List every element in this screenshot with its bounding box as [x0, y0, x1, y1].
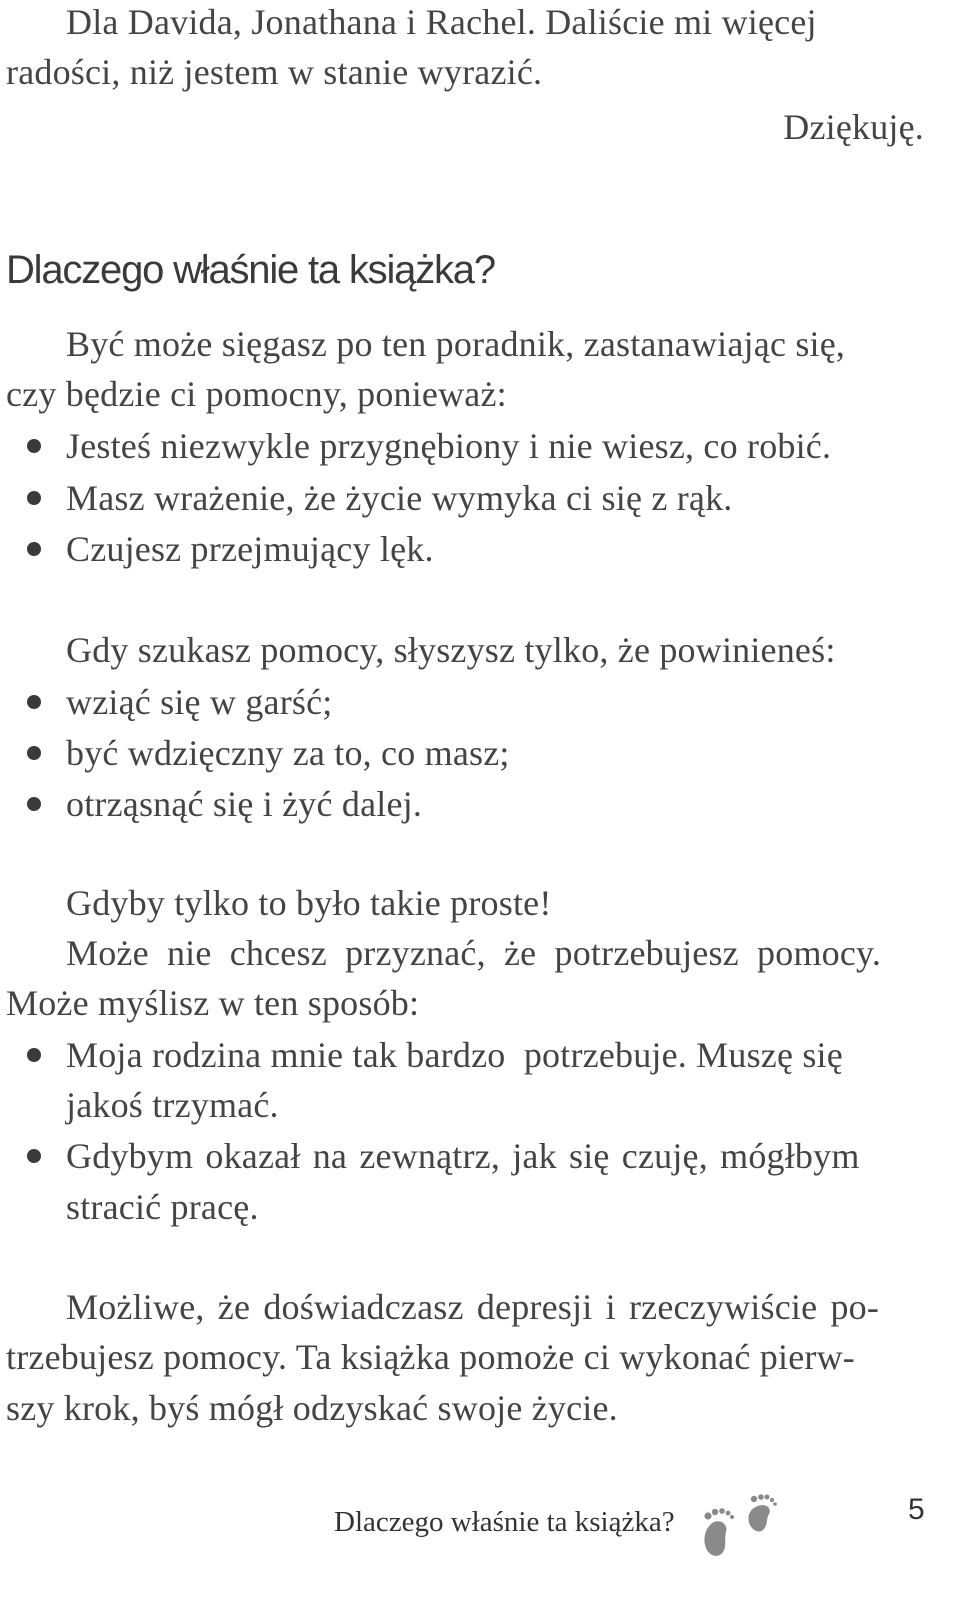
maybe-line-1: Może nie chcesz przyznać, że potrzebujesz pomocy. — [66, 933, 882, 973]
maybe-line-2: Może myślisz w ten sposób: — [6, 983, 420, 1023]
bullet-dot — [27, 695, 41, 709]
running-title: Dlaczego właśnie ta książka? — [334, 1506, 675, 1538]
dedication-thanks: Dziękuję. — [783, 107, 924, 147]
page-number: 5 — [908, 1493, 925, 1526]
bullet-dot — [27, 439, 41, 453]
thought-item-line-1: Moja rodzina mnie tak bardzo potrzebuje. Muszę się — [66, 1035, 843, 1075]
advice-intro: Gdy szukasz pomocy, słyszysz tylko, że powinieneś: — [66, 630, 836, 670]
bullet-dot — [27, 1149, 41, 1163]
intro-line-2: czy będzie ci pomocny, ponieważ: — [6, 374, 507, 414]
bullet-dot — [27, 746, 41, 760]
closing-line-1: Możliwe, że doświadczasz depresji i rzeczywiście po- — [66, 1287, 880, 1327]
thought-item-line-1: Gdybym okazał na zewnątrz, jak się czuję, mógłbym — [66, 1136, 860, 1176]
intro-line-1: Być może sięgasz po ten poradnik, zastanawiając się, — [66, 324, 846, 364]
reason-item: Czujesz przejmujący lęk. — [66, 529, 434, 569]
reason-item: Masz wrażenie, że życie wymyka ci się z rąk. — [66, 478, 733, 518]
bullet-dot — [27, 491, 41, 505]
reason-item: Jesteś niezwykle przygnębiony i nie wiesz, co robić. — [66, 426, 832, 466]
section-heading: Dlaczego właśnie ta książka? — [6, 248, 495, 292]
closing-line-2: trzebujesz pomocy. Ta książka pomoże ci wykonać pierw- — [6, 1337, 855, 1377]
bullet-dot — [27, 542, 41, 556]
thought-item-line-2: jakoś trzymać. — [66, 1085, 279, 1125]
advice-item: być wdzięczny za to, co masz; — [66, 733, 510, 773]
bullet-dot — [27, 1048, 41, 1062]
closing-line-3: szy krok, byś mógł odzyskać swoje życie. — [6, 1388, 618, 1428]
exclaim-line: Gdyby tylko to było takie proste! — [66, 883, 552, 923]
thought-item-line-2: stracić pracę. — [66, 1187, 259, 1227]
footprints-icon — [694, 1492, 786, 1562]
advice-item: wziąć się w garść; — [66, 682, 333, 722]
bullet-dot — [27, 797, 41, 811]
dedication-line-2: radości, niż jestem w stanie wyrazić. — [6, 52, 543, 92]
dedication-line-1: Dla Davida, Jonathana i Rachel. Daliście mi więcej — [66, 2, 817, 42]
advice-item: otrząsnąć się i żyć dalej. — [66, 784, 423, 824]
